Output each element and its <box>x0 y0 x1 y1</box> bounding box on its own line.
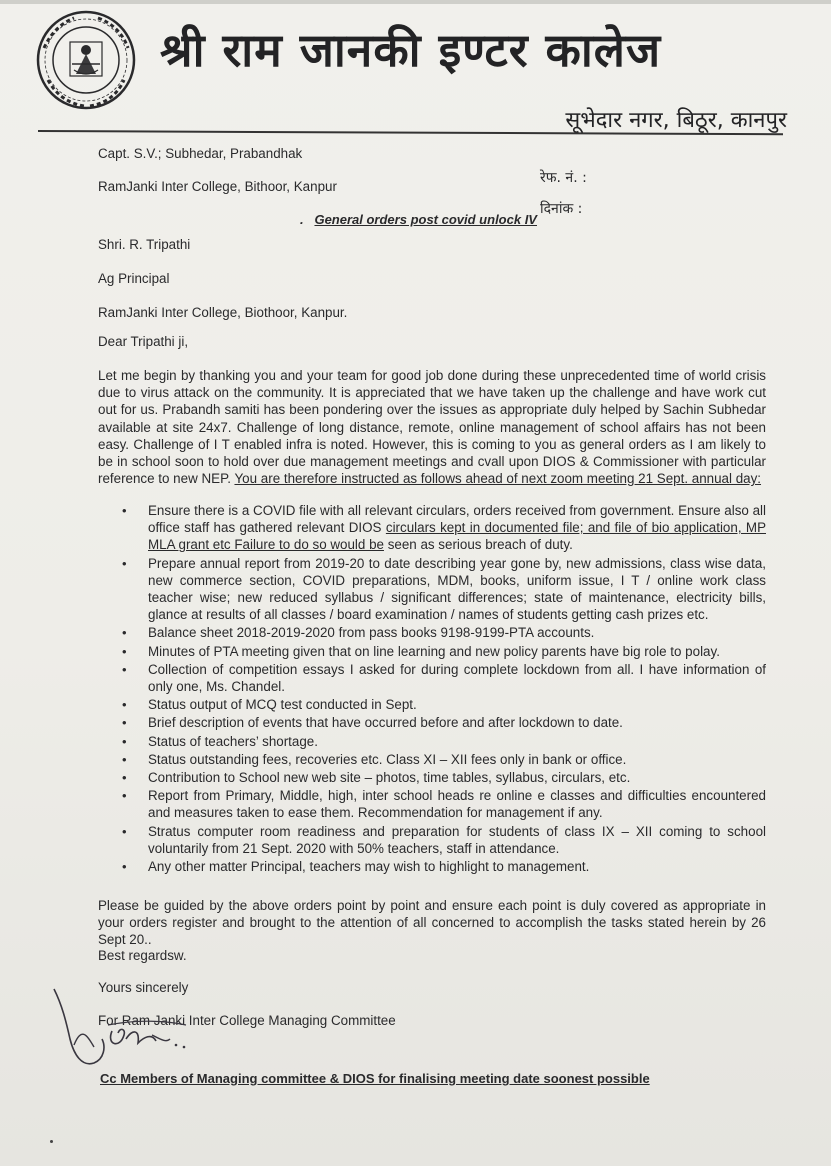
intro-instruction: You are therefore instructed as follows ahead of next zoom meeting 21 Sept. annual day: <box>234 471 762 487</box>
list-item: • Status of teachers’ shortage. <box>118 733 766 750</box>
recipient-name: Shri. R. Tripathi <box>98 237 191 252</box>
point-underlined-text: circulars kept in documented file; and file of bio application, MP MLA grant etc Failure to do so would be <box>148 520 766 553</box>
ref-number-label: रेफ. नं. : <box>540 170 587 186</box>
list-item: • Prepare annual report from 2019-20 to date describing year gone by, new admissions, class wise data, new commerce section, COVID preparations, MDM, books, uniform issue, I T / online work class teacher wise; new reduced syllabus / significant differences; state of maintenance, electricity bills, glance at results of all classes / board examination / names of students getting cash prizes etc. <box>118 555 766 624</box>
recipient-address: RamJanki Inter College, Biothoor, Kanpur. <box>98 305 348 320</box>
list-item <box>118 502 766 554</box>
scan-mark <box>50 1140 53 1143</box>
sign-off: Yours sincerely <box>98 980 189 995</box>
sender-line-1: Capt. S.V.; Subhedar, Prabandhak <box>98 146 303 161</box>
date-label: दिनांक : <box>540 201 583 217</box>
list-item: • Stratus computer room readiness and preparation for students of class IX – XII coming to school voluntarily from 21 Sept. 2020 with 50% teachers, staff in attendance. <box>118 823 766 857</box>
intro-text: Let me begin by thanking you and your team for good job done during these unprecedented time of world crisis due to virus attack on the community. It is appreciated that we have taken up the challenge and have work cut out for us. Prabandh samiti has been pondering over the issues as appropriate duly helped by Sachin Subhedar available at site 24x7. Challenge of long distance, remote, online management of school affairs has not been easy. Challenge of I T enabled infra is noted. However, this is coming to you as general orders as I am likely to be in school soon to hold over due management meetings and cvall upon DIOS & Commissioner with particular reference to new NEP. <box>98 368 766 487</box>
subject-line <box>300 212 537 227</box>
subject-prefix: . <box>300 212 304 227</box>
scan-edge <box>0 0 831 4</box>
recipient-title: Ag Principal <box>98 271 170 286</box>
list-item: • Balance sheet 2018-2019-2020 from pass books 9198-9199-PTA accounts. <box>118 624 766 641</box>
college-name: श्री राम जानकी इण्टर कालेज <box>160 23 662 77</box>
subject-text: General orders post covid unlock IV <box>314 212 537 227</box>
orders-list <box>118 502 766 876</box>
college-emblem-icon <box>24 8 150 112</box>
handwritten-signature-icon <box>48 985 208 1075</box>
list-item: • Status outstanding fees, recoveries etc. Class XI – XII fees only in bank or office. <box>118 751 766 768</box>
list-item: • Report from Primary, Middle, high, inter school heads re online e classes and difficulties encountered and measures taken to ease them. Recommendation for management if any. <box>118 787 766 821</box>
list-item: • Collection of competition essays I asked for during complete lockdown from all. I have information of only one, Ms. Chandel. <box>118 661 766 695</box>
list-item: • Any other matter Principal, teachers may wish to highlight to management. <box>118 858 766 875</box>
list-item: • Brief description of events that have occurred before and after lockdown to date. <box>118 714 766 731</box>
list-item: • Status output of MCQ test conducted in Sept. <box>118 696 766 713</box>
list-item: • Minutes of PTA meeting given that on line learning and new policy parents have big role to polay. <box>118 643 766 660</box>
salutation: Dear Tripathi ji, <box>98 334 189 349</box>
cc-line: Cc Members of Managing committee & DIOS for finalising meeting date soonest possible <box>100 1071 650 1086</box>
intro-paragraph <box>98 367 766 487</box>
college-address: सूभेदार नगर, बिठूर, कानपुर <box>565 108 787 133</box>
list-item: • Contribution to School new web site – photos, time tables, syllabus, circulars, etc. <box>118 769 766 786</box>
point-text: seen as serious breach of duty. <box>383 537 573 553</box>
committee-line: For Ram Janki Inter College Managing Committee <box>98 1013 396 1028</box>
closing-paragraph: Please be guided by the above orders point by point and ensure each point is duly covered as appropriate in your orders register and brought to the attention of all concerned to accomplish the tasks stated herein by 26 Sept 20.. <box>98 898 766 948</box>
sender-line-2: RamJanki Inter College, Bithoor, Kanpur <box>98 179 337 194</box>
point-text: Ensure there is a COVID file with all relevant circulars, orders received from government. Ensure also all office staff has gathered relevant DIOS <box>148 503 766 536</box>
regards-line: Best regardsw. <box>98 948 187 963</box>
